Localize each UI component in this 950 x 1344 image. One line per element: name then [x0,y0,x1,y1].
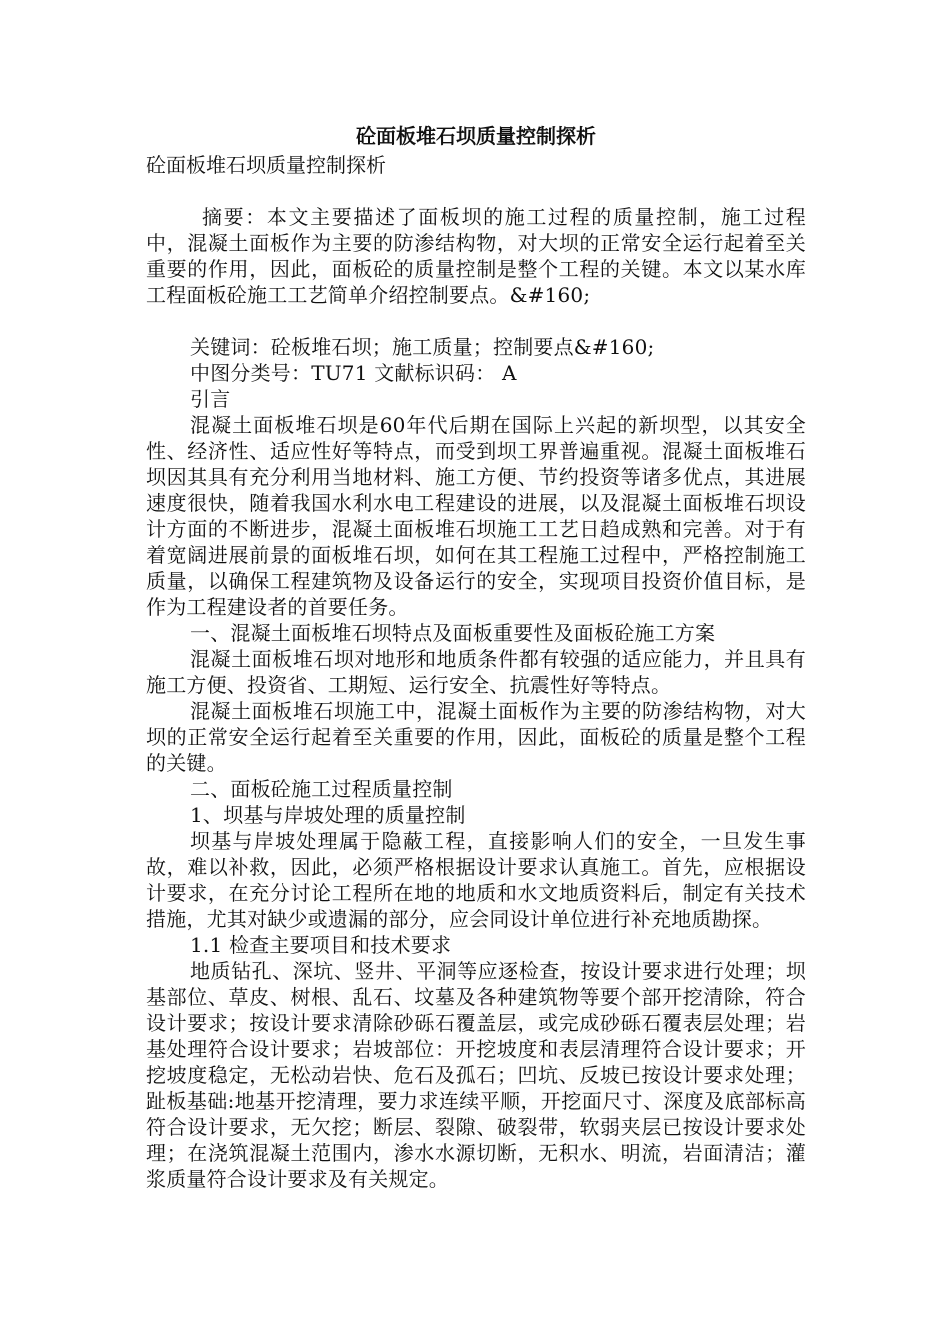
subsection1-paragraph: 坝基与岸坡处理属于隐蔽工程，直接影响人们的安全，一旦发生事故，难以补救，因此，必须严格根据设计要求认真施工。首先，应根据设计要求，在充分讨论工程所在地的地质和水文地质资料后，制定有关技术措施，尤其对缺少或遗漏的部分，应会同设计单位进行补充地质勘探。 [146,829,806,931]
intro-paragraph: 混凝土面板堆石坝是60年代后期在国际上兴起的新坝型，以其安全性、经济性、适应性好等特点，而受到坝工界普遍重视。混凝土面板堆石坝因其具有充分利用当地材料、施工方便、节约投资等诸多优点，其进展速度很快，随着我国水利水电工程建设的进展，以及混凝土面板堆石坝设计方面的不断进步，混凝土面板堆石坝施工工艺日趋成熟和完善。对于有着宽阔进展前景的面板堆石坝，如何在其工程施工过程中，严格控制施工质量，以确保工程建筑物及设备运行的安全，实现项目投资价值目标，是作为工程建设者的首要任务。 [146,413,806,619]
document-page [146,120,806,1192]
section2-heading: 二、面板砼施工过程质量控制 [190,777,453,801]
abstract-paragraph: 摘要：本文主要描述了面板坝的施工过程的质量控制，施工过程中，混凝土面板作为主要的防渗结构物，对大坝的正常安全运行起着至关重要的作用，因此，面板砼的质量控制是整个工程的关键。本文以某水库工程面板砼施工工艺简单介绍控制要点。&#160; [146,205,806,307]
keywords-line: 关键词：砼板堆石坝；施工质量；控制要点&#160; [190,335,655,359]
document-title: 砼面板堆石坝质量控制探析 [356,124,596,148]
document-subtitle: 砼面板堆石坝质量控制探析 [146,153,386,177]
section1-paragraph-1: 混凝土面板堆石坝对地形和地质条件都有较强的适应能力，并且具有施工方便、投资省、工期短、运行安全、抗震性好等特点。 [146,647,806,697]
blank-line [146,308,806,334]
classification-line: 中图分类号：TU71 文献标识码： A [190,361,517,385]
subsection1-1-paragraph: 地质钻孔、深坑、竖井、平洞等应逐检查，按设计要求进行处理；坝基部位、草皮、树根、乱石、坟墓及各种建筑物等要个部开挖清除，符合设计要求；按设计要求清除砂砾石覆盖层，或完成砂砾石覆表层处理；岩基处理符合设计要求；岩坡部位：开挖坡度和表层清理符合设计要求；开挖坡度稳定，无松动岩快、危石及孤石；凹坑、反坡已按设计要求处理；趾板基础:地基开挖清理，要力求连续平顺，开挖面尺寸、深度及底部标高符合设计要求，无欠挖；断层、裂隙、破裂带，软弱夹层已按设计要求处理；在浇筑混凝土范围内，渗水水源切断，无积水、明流，岩面清洁；灌浆质量符合设计要求及有关规定。 [146,959,806,1191]
section1-paragraph-2: 混凝土面板堆石坝施工中，混凝土面板作为主要的防渗结构物，对大坝的正常安全运行起着至关重要的作用，因此，面板砼的质量是整个工程的关键。 [146,699,806,775]
section1-heading: 一、混凝土面板堆石坝特点及面板重要性及面板砼施工方案 [190,621,716,645]
blank-line [146,178,806,204]
subsection1-heading: 1、坝基与岸坡处理的质量控制 [190,803,466,827]
subsection1-1-heading: 1.1 检查主要项目和技术要求 [190,933,452,957]
intro-heading: 引言 [190,387,231,411]
